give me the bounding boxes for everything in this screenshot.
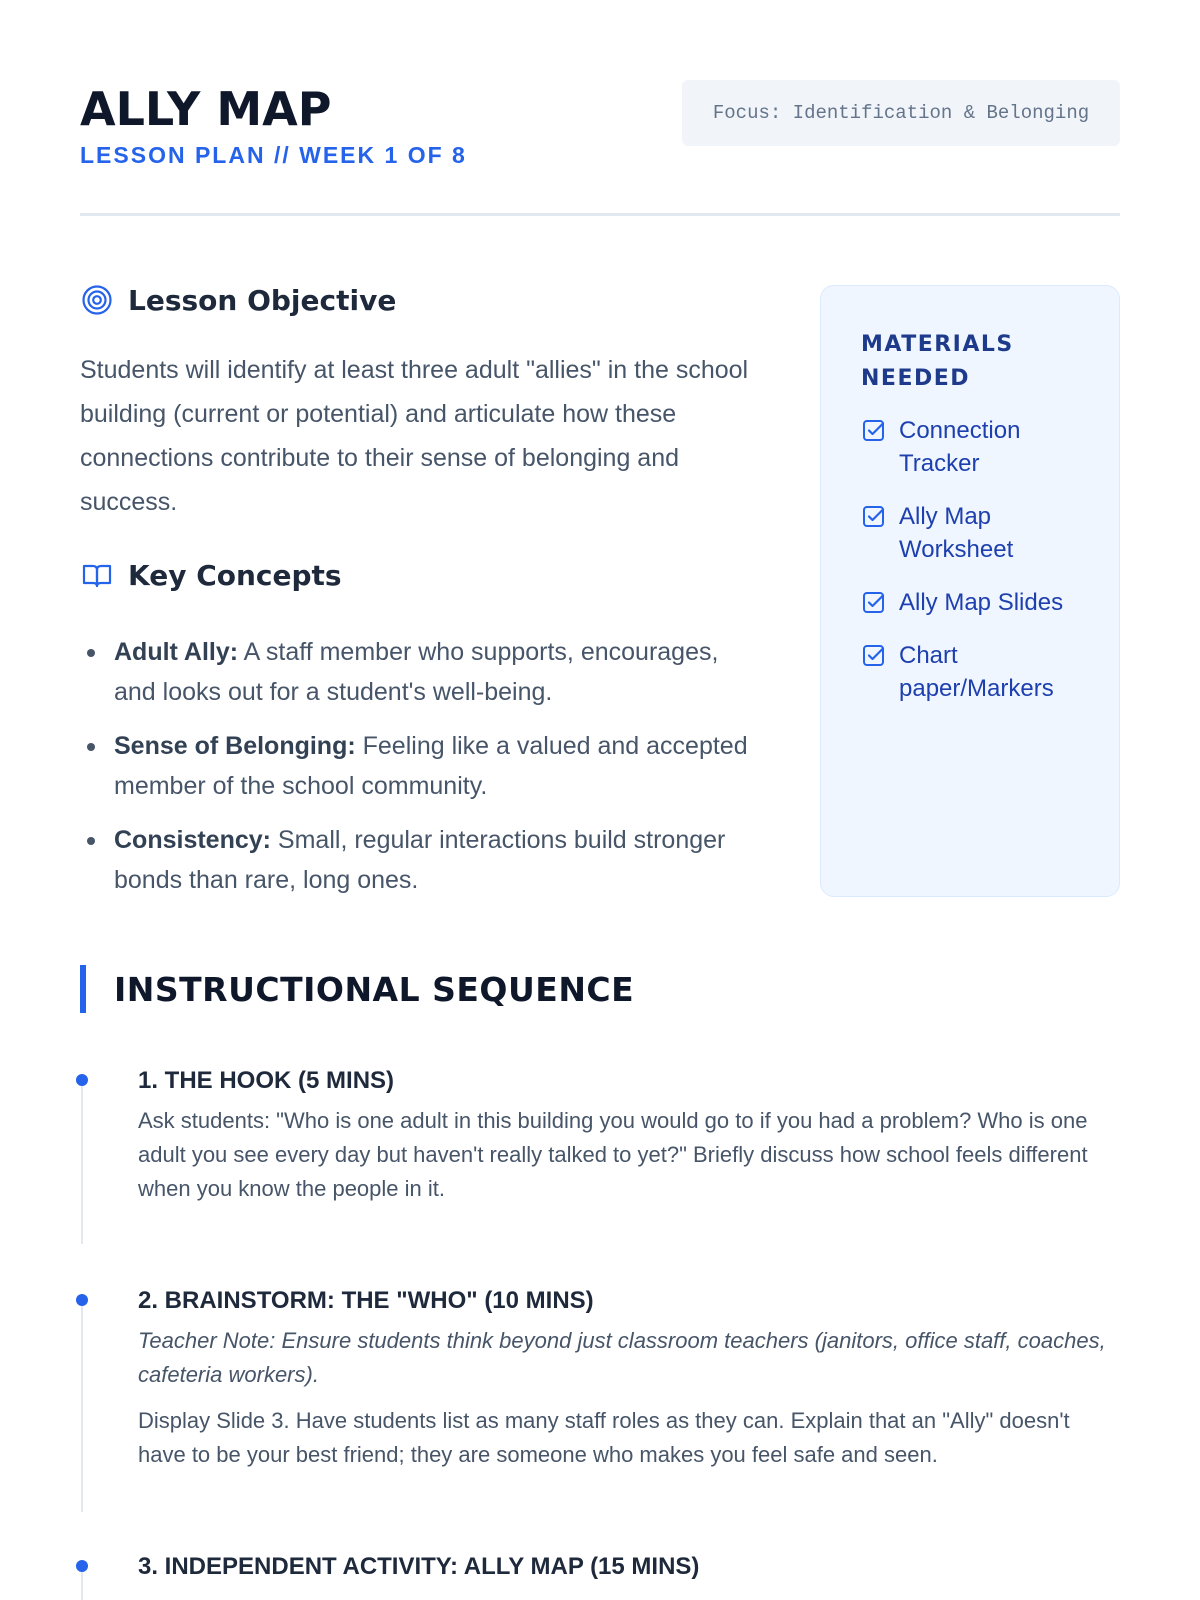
material-item (861, 639, 1091, 705)
step-body: Ask students: "Who is one adult in this building you would go to if you had a problem? Who is one adult you see every day but haven't really talked to yet?" Briefly discuss how school feels different when you know the people in it. (138, 1108, 1088, 1201)
checkbox-icon (861, 418, 887, 444)
material-item (861, 414, 1091, 480)
material-label: Ally Map Slides (899, 589, 1064, 616)
materials-heading: MATERIALS NEEDED (861, 332, 1014, 391)
timeline-dot (76, 1560, 88, 1572)
target-icon (80, 283, 114, 317)
concept-definition: Small, regular interactions build stronger bonds than rare, long ones. (114, 826, 726, 894)
timeline-rail (81, 1078, 83, 1244)
book-icon (80, 558, 114, 592)
material-label: Ally Map Worksheet (899, 503, 1014, 563)
concept-item (80, 632, 760, 712)
concepts-list (80, 632, 760, 914)
step-body: Display Slide 3. Have students list as many staff roles as they can. Explain that an "Ally" doesn't have to be your best friend; they are someone who makes you feel safe and seen. (138, 1408, 1070, 1467)
sequence-heading (80, 965, 634, 1013)
page-header (80, 80, 1120, 216)
material-item (861, 500, 1091, 566)
step-title: 1. THE HOOK (5 MINS) (138, 1067, 395, 1094)
concepts-heading (80, 558, 342, 592)
timeline-dot (76, 1074, 88, 1086)
concepts-heading-text: Key Concepts (128, 558, 342, 592)
lesson-plan-page (80, 0, 1120, 1600)
sequence-step (80, 1550, 1120, 1600)
concept-item (80, 820, 760, 900)
sequence-step (80, 1064, 1120, 1264)
checkbox-icon (861, 590, 887, 616)
objective-heading (80, 283, 396, 317)
objective-heading-text: Lesson Objective (128, 283, 397, 317)
sequence-heading-text: INSTRUCTIONAL SEQUENCE (114, 969, 635, 1009)
concept-term: Sense of Belonging: (114, 732, 356, 760)
concept-term: Consistency: (114, 826, 271, 854)
timeline-dot (76, 1294, 88, 1306)
objective-text: Students will identify at least three adult "allies" in the school building (current or potential) and articulate how these connections contribute to their sense of belonging and success. (80, 356, 749, 516)
page-title: ALLY MAP (80, 82, 332, 136)
concept-item (80, 726, 760, 806)
material-label: Connection Tracker (899, 417, 1021, 477)
step-title: 3. INDEPENDENT ACTIVITY: ALLY MAP (15 MINS) (138, 1553, 700, 1580)
checkbox-icon (861, 504, 887, 530)
concept-term: Adult Ally: (114, 638, 239, 666)
checkbox-icon (861, 643, 887, 669)
sequence-step (80, 1284, 1120, 1504)
materials-list (861, 414, 1091, 725)
step-teacher-note: Teacher Note: Ensure students think beyond just classroom teachers (janitors, office staff, coaches, cafeteria workers). (138, 1328, 1106, 1387)
page-subtitle: LESSON PLAN // WEEK 1 OF 8 (80, 142, 467, 168)
step-title: 2. BRAINSTORM: THE "WHO" (10 MINS) (138, 1287, 594, 1314)
concept-definition: A staff member who supports, encourages, and looks out for a student's well-being. (114, 638, 719, 706)
timeline-rail (81, 1298, 83, 1512)
focus-badge: Focus: Identification & Belonging (682, 80, 1120, 146)
material-label: Chart paper/Markers (899, 642, 1054, 702)
material-item (861, 586, 1091, 619)
materials-card (820, 285, 1120, 897)
concept-definition: Feeling like a valued and accepted member of the school community. (114, 732, 748, 800)
